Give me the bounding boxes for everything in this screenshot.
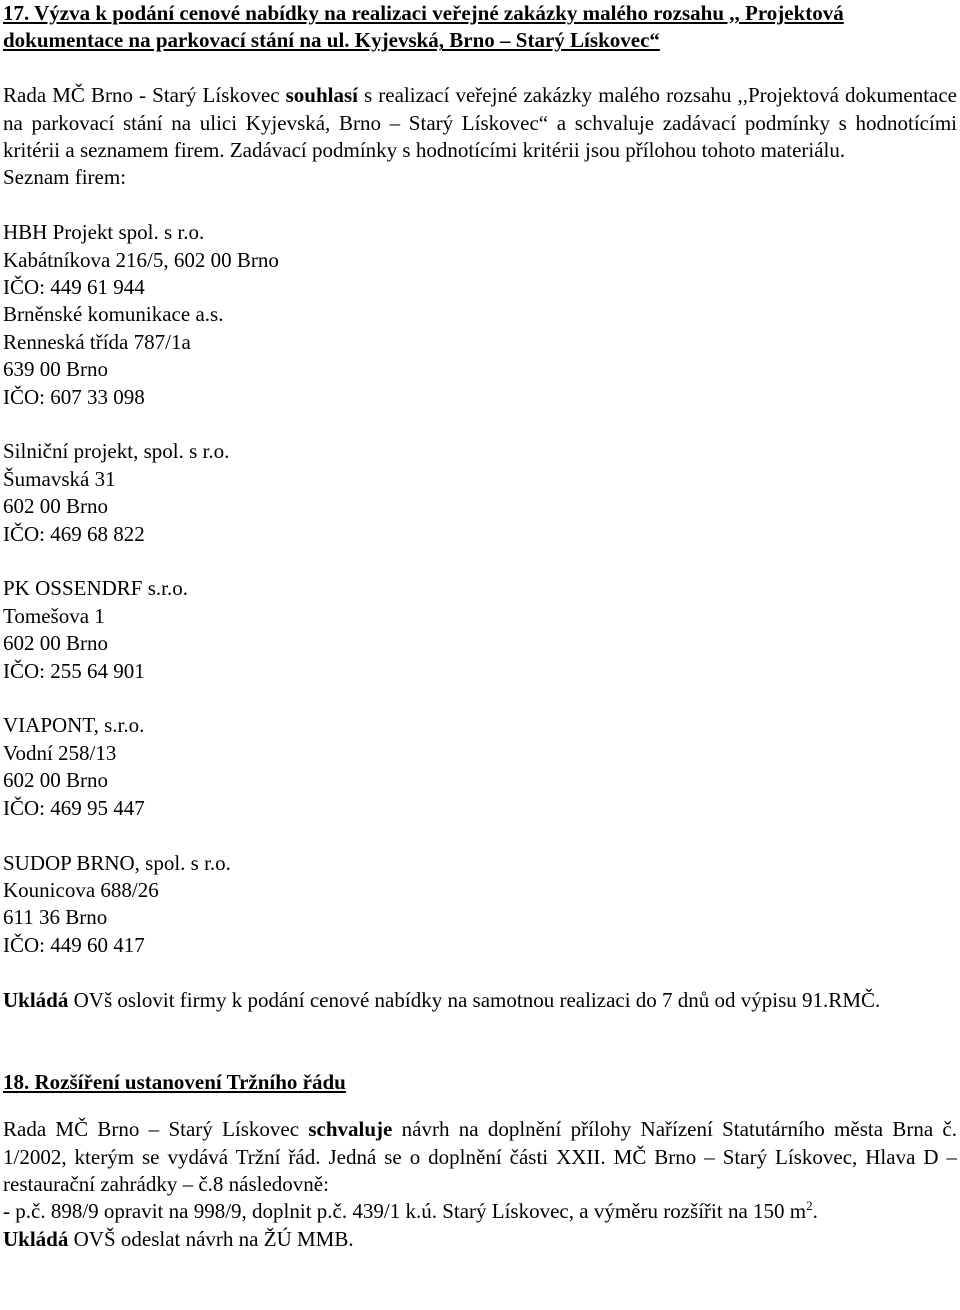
firm-line: PK OSSENDRF s.r.o.	[3, 576, 188, 601]
item-17-paragraph	[3, 82, 957, 164]
firm-list-label: Seznam firem:	[3, 165, 127, 190]
firm-line: 602 00 Brno	[3, 768, 108, 793]
item-18-order-text: OVŠ odeslat návrh na ŽÚ MMB.	[68, 1226, 354, 1251]
spacer	[3, 959, 957, 986]
item-18-order-bold: Ukládá	[3, 1226, 69, 1251]
firm-entry	[3, 438, 957, 548]
item-18-bullet-sup: 2	[806, 1198, 813, 1214]
firm-line: IČO: 449 60 417	[3, 932, 145, 957]
item-18-bullet-end: .	[812, 1199, 818, 1224]
item-17-para-prefix: Rada MČ Brno - Starý Lískovec	[3, 83, 286, 108]
firm-entry	[3, 575, 957, 685]
item-18-heading: 18. Rozšíření ustanovení Tržního řádu	[3, 1069, 346, 1094]
firm-line: Kabátníkova 216/5, 602 00 Brno	[3, 247, 279, 272]
spacer	[3, 55, 957, 82]
spacer	[3, 1096, 957, 1116]
firm-line: IČO: 449 61 944	[3, 275, 145, 300]
item-18-paragraph	[3, 1116, 957, 1198]
item-17-heading	[3, 0, 957, 55]
firm-line: SUDOP BRNO, spol. s r.o.	[3, 850, 231, 875]
firm-line: VIAPONT, s.r.o.	[3, 713, 145, 738]
firm-line: Tomešova 1	[3, 603, 105, 628]
item-17-order-bold: Ukládá	[3, 987, 69, 1012]
firm-entry	[3, 301, 957, 411]
spacer	[3, 411, 957, 438]
item-17-para-text: s realizací veřejné zakázky malého rozsahu ,,Projektová dokumentace na parkovací stání na ulici Kyjevská, Brno – Starý Lískovec“ a schvaluje zadávací podmínky s hodnotícími kritérii a seznamem firem. Zadávací podmínky s hodnotícími kritérii jsou přílohou tohoto materiálu.	[3, 83, 957, 163]
firm-line: 602 00 Brno	[3, 494, 108, 519]
firm-line: 639 00 Brno	[3, 357, 108, 382]
firm-entry	[3, 712, 957, 822]
spacer	[3, 548, 957, 575]
item-18-para-text: návrh na doplnění přílohy Nařízení Statutárního města Brna č. 1/2002, kterým se vydává Tržní řád. Jedná se o doplnění části XXII. MČ Brno – Starý Lískovec, Hlava D – restaurační zahrádky – č.8 následovně:	[3, 1117, 957, 1196]
firm-line: 602 00 Brno	[3, 631, 108, 656]
firm-line: IČO: 469 68 822	[3, 521, 145, 546]
spacer	[3, 685, 957, 712]
firm-line: IČO: 607 33 098	[3, 384, 145, 409]
item-18-para-bold: schvaluje	[308, 1117, 393, 1142]
item-17-order-text: OVš oslovit firmy k podání cenové nabídky na samotnou realizaci do 7 dnů od výpisu 91.RMČ.	[68, 987, 881, 1012]
item-17-para-bold: souhlasí	[285, 83, 358, 108]
spacer	[3, 192, 957, 219]
firm-entry	[3, 850, 957, 960]
firm-line: IČO: 255 64 901	[3, 658, 145, 683]
item-18-bullet	[3, 1198, 957, 1225]
firm-line: Kounicova 688/26	[3, 877, 159, 902]
item-18-order	[3, 1226, 957, 1253]
spacer	[3, 1041, 957, 1068]
item-18-bullet-text: - p.č. 898/9 opravit na 998/9, doplnit p.č. 439/1 k.ú. Starý Lískovec, a výměru rozšířit na 150 m	[3, 1199, 807, 1224]
firm-line: Vodní 258/13	[3, 740, 117, 765]
firm-entry	[3, 219, 957, 301]
firm-line: Brněnské komunikace a.s.	[3, 302, 224, 327]
firm-line: HBH Projekt spol. s r.o.	[3, 220, 205, 245]
spacer	[3, 822, 957, 849]
firm-line: Silniční projekt, spol. s r.o.	[3, 439, 230, 464]
item-18-para-prefix: Rada MČ Brno – Starý Lískovec	[3, 1117, 309, 1142]
item-17-order	[3, 987, 957, 1014]
firm-line: IČO: 469 95 447	[3, 795, 145, 820]
item-17-heading-line-1: 17. Výzva k podání cenové nabídky na realizaci veřejné zakázky malého rozsahu ,, Projektová	[3, 1, 844, 25]
firm-line: 611 36 Brno	[3, 905, 108, 930]
spacer	[3, 1014, 957, 1041]
firm-line: Renneská třída 787/1a	[3, 329, 191, 354]
firm-list	[3, 219, 957, 959]
firm-line: Šumavská 31	[3, 466, 116, 491]
item-17-heading-line-2: dokumentace na parkovací stání na ul. Kyjevská, Brno – Starý Lískovec“	[3, 28, 660, 53]
